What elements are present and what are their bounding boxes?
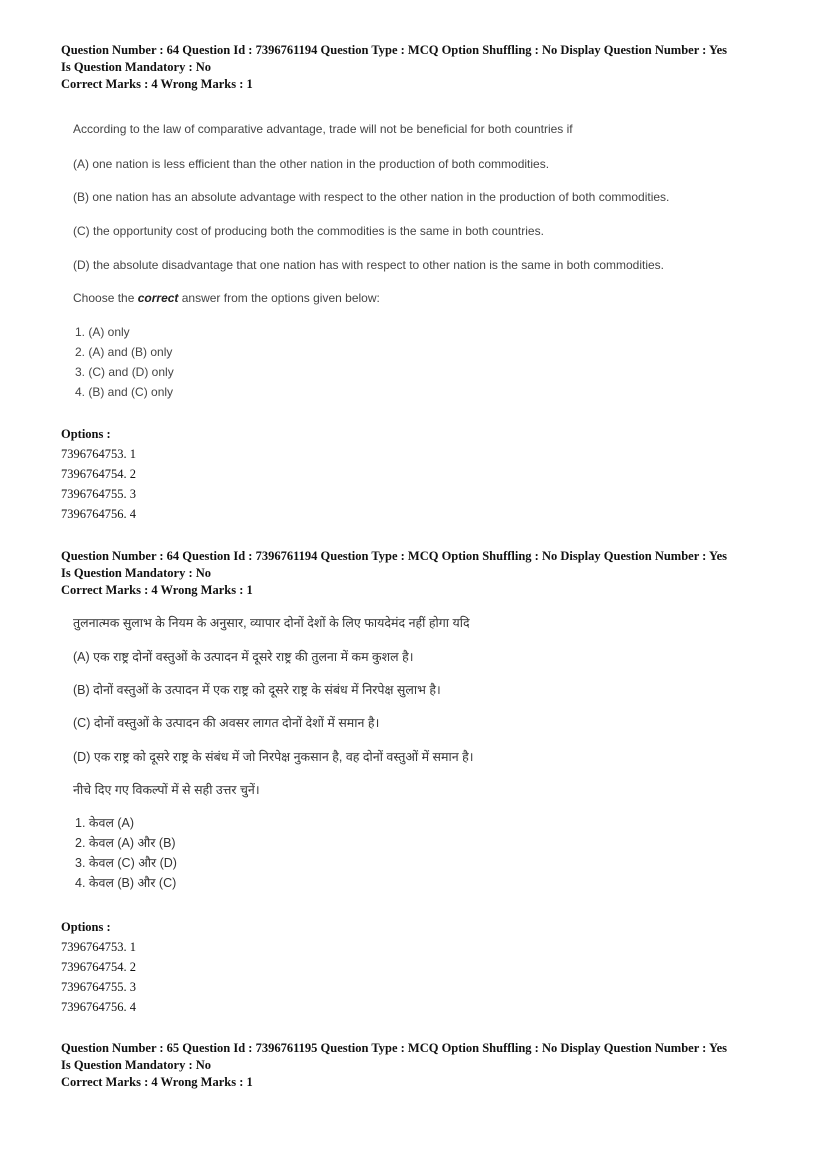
options-label: Options :	[61, 427, 111, 441]
option-id: 7396764755. 3	[61, 487, 136, 501]
option-id: 7396764754. 2	[61, 960, 136, 974]
option-id: 7396764753. 1	[61, 940, 136, 954]
statement-c: (C) the opportunity cost of producing both the commodities is the same in both countries.	[73, 224, 544, 238]
option-id: 7396764754. 2	[61, 467, 136, 481]
statement-d: (D) the absolute disadvantage that one nation has with respect to other nation is the same in both commodities.	[73, 258, 665, 272]
question-meta-2	[61, 548, 776, 599]
question-meta-1	[61, 42, 776, 93]
options-list-1	[61, 424, 136, 524]
meta-line: Is Question Mandatory : No	[61, 566, 212, 580]
meta-line: Correct Marks : 4 Wrong Marks : 1	[61, 77, 253, 91]
choice-item: 2. (A) and (B) only	[75, 345, 173, 359]
choice-item: 3. केवल (C) और (D)	[75, 856, 177, 870]
option-id: 7396764753. 1	[61, 447, 136, 461]
choose-instruction: Choose the correct answer from the options given below:	[73, 291, 380, 305]
statement-a: (A) एक राष्ट्र दोनों वस्तुओं के उत्पादन में दूसरे राष्ट्र की तुलना में कम कुशल है।	[73, 650, 414, 664]
meta-line: Correct Marks : 4 Wrong Marks : 1	[61, 1075, 253, 1089]
question-stem: According to the law of comparative advantage, trade will not be beneficial for both countries if	[73, 122, 573, 136]
choice-item: 2. केवल (A) और (B)	[75, 836, 176, 850]
meta-line: Is Question Mandatory : No	[61, 60, 212, 74]
options-label: Options :	[61, 920, 111, 934]
options-list-2	[61, 917, 136, 1017]
choose-instruction: नीचे दिए गए विकल्पों में से सही उत्तर चुनें।	[73, 783, 260, 797]
option-id: 7396764755. 3	[61, 980, 136, 994]
statement-d: (D) एक राष्ट्र को दूसरे राष्ट्र के संबंध में जो निरपेक्ष नुकसान है, वह दोनों वस्तुओं में समान है।	[73, 750, 474, 764]
meta-line: Question Number : 64 Question Id : 7396761194 Question Type : MCQ Option Shuffling : No Display Question Number : Yes	[61, 549, 728, 563]
question-stem: तुलनात्मक सुलाभ के नियम के अनुसार, व्यापार दोनों देशों के लिए फायदेमंद नहीं होगा यदि	[73, 616, 470, 630]
choice-item: 4. केवल (B) और (C)	[75, 876, 177, 890]
statement-b: (B) दोनों वस्तुओं के उत्पादन में एक राष्ट्र को दूसरे राष्ट्र के संबंध में निरपेक्ष सुलाभ है।	[73, 683, 441, 697]
meta-line: Question Number : 64 Question Id : 7396761194 Question Type : MCQ Option Shuffling : No Display Question Number : Yes	[61, 43, 728, 57]
statement-a: (A) one nation is less efficient than the other nation in the production of both commodities.	[73, 157, 550, 171]
option-id: 7396764756. 4	[61, 507, 136, 521]
question-meta-3	[61, 1040, 776, 1091]
meta-line: Question Number : 65 Question Id : 7396761195 Question Type : MCQ Option Shuffling : No Display Question Number : Yes	[61, 1041, 728, 1055]
meta-line: Is Question Mandatory : No	[61, 1058, 212, 1072]
choice-item: 4. (B) and (C) only	[75, 385, 174, 399]
statement-c: (C) दोनों वस्तुओं के उत्पादन की अवसर लागत दोनों देशों में समान है।	[73, 716, 380, 730]
choice-item: 1. केवल (A)	[75, 816, 135, 830]
choice-item: 1. (A) only	[75, 325, 130, 339]
choice-item: 3. (C) and (D) only	[75, 365, 174, 379]
option-id: 7396764756. 4	[61, 1000, 136, 1014]
statement-b: (B) one nation has an absolute advantage with respect to the other nation in the production of both commodities.	[73, 190, 670, 204]
meta-line: Correct Marks : 4 Wrong Marks : 1	[61, 583, 253, 597]
